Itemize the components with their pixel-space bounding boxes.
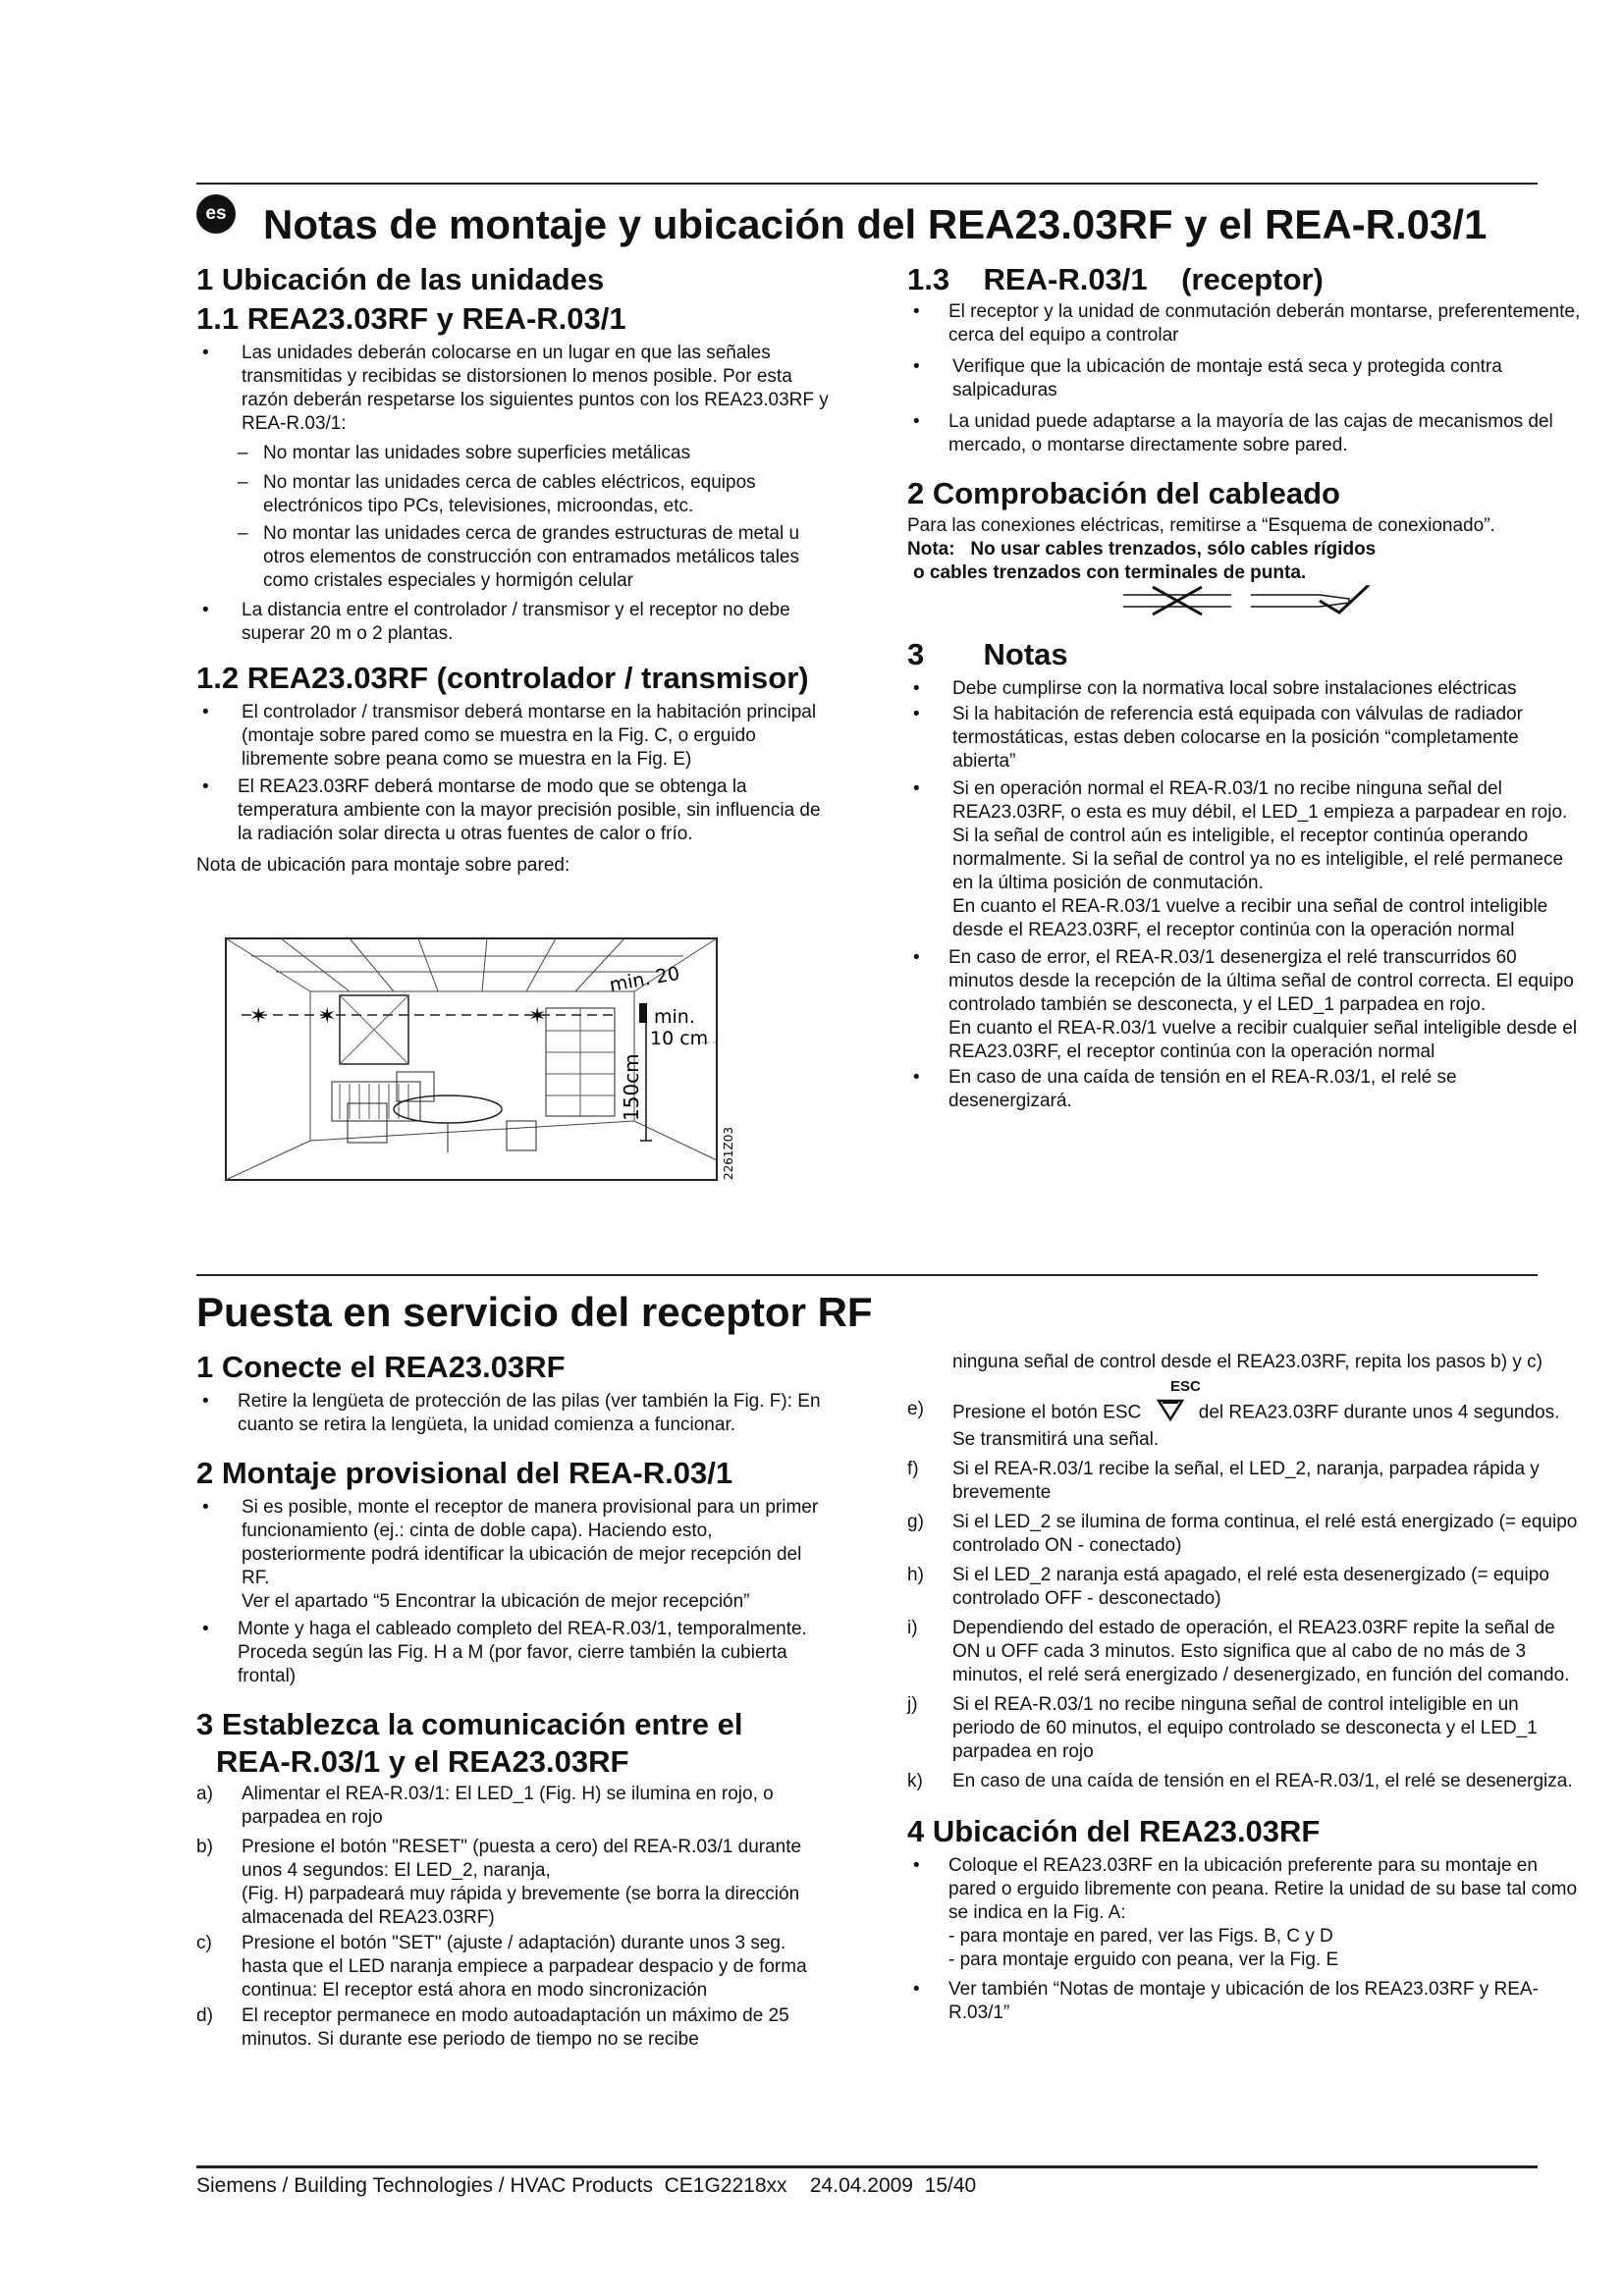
bullet-item: • El controlador / transmisor deberá montarse en la habitación principal (montaje sobre pared como se muestra en la Fig. C, o erguido libremente sobre peana como se muestra en la Fig. E): [196, 701, 835, 772]
bullet-item: • Las unidades deberán colocarse en un lugar en que las señales transmitidas y recibidas se distorsionen lo menos posible. Por esta razón deberán respetarse los siguientes puntos con los REA23.03RF y REA-R.03/1:: [196, 342, 835, 436]
heading-cableado: 2 Comprobación del cableado: [907, 476, 1340, 510]
bullet-item: • Monte y haga el cableado completo del REA-R.03/1, temporalmente. Proceda según las Fig. H a M (por favor, cierre también la cubierta frontal): [196, 1618, 835, 1688]
section2-right-column: [907, 1351, 1581, 2025]
step-text: Si el LED_2 se ilumina de forma continua, el relé está energizado (= equipo controlado ON - conectado): [952, 1512, 1578, 1556]
step-text: Alimentar el REA-R.03/1: El LED_1 (Fig. H) se ilumina en rojo, o parpadea en rojo: [242, 1784, 774, 1828]
heading-1-1: 1.1 REA23.03RF y REA-R.03/1: [196, 301, 626, 336]
step-h: [907, 1564, 1581, 1611]
step-text: Si el REA-R.03/1 no recibe ninguna señal de control inteligible en un periodo de 60 minutos, el equipo controlado se desconecta y el LED_1 parpadea en rojo: [952, 1694, 1538, 1762]
wiring-note-cont: o cables trenzados con terminales de punta.: [913, 562, 1307, 583]
step-text: Presione el botón "RESET" (puesta a cero) del REA-R.03/1 durante unos 4 segundos: El LED_2, naranja, (Fig. H) parpadeará muy rápida y brevemente (se borra la dirección almacenada del REA23.03RF): [242, 1837, 802, 1928]
room-figure: [222, 934, 752, 1192]
page-footer: Siemens / Building Technologies / HVAC Products CE1G2218xx 24.04.2009 15/40: [196, 2174, 977, 2197]
heading-comunicacion: 3 Establezca la comunicación entre el: [196, 1707, 743, 1741]
room-illustration: [222, 934, 752, 1192]
bullet-item: • El REA23.03RF deberá montarse de modo que se obtenga la temperatura ambiente con la mayor precisión posible, sin influencia de la radiación solar directa u otras fuentes de calor o frío.: [196, 775, 835, 846]
language-badge: es: [196, 194, 236, 234]
section1-right-column: [907, 261, 1581, 1113]
svg-text:✶: ✶: [318, 1004, 337, 1029]
step-text: En caso de una caída de tensión en el REA-R.03/1, el relé se desenergiza.: [952, 1771, 1573, 1791]
heading-comunicacion-cont: REA-R.03/1 y el REA23.03RF: [216, 1744, 629, 1779]
top-rule: [196, 183, 1538, 185]
bullet-item: • Verifique que la ubicación de montaje está seca y protegida contra salpicaduras: [907, 355, 1581, 402]
middle-rule: [196, 1274, 1538, 1276]
step-label: h): [907, 1565, 924, 1585]
step-b: [196, 1836, 835, 1930]
bullet-item: • La distancia entre el controlador / transmisor y el receptor no debe superar 20 m o 2 plantas.: [196, 599, 835, 646]
step-c: [196, 1932, 835, 2002]
bullet-item: • El receptor y la unidad de conmutación deberán montarse, preferentemente, cerca del equipo a controlar: [907, 300, 1581, 347]
dash-item: – No montar las unidades cerca de grandes estructuras de metal u otros elementos de construcción con entramados metálicos tales como cristales especiales y hormigón celular: [196, 522, 835, 593]
step-f: [907, 1458, 1581, 1505]
esc-button-icon: [1157, 1398, 1184, 1428]
svg-text:✶: ✶: [249, 1004, 268, 1029]
bullet-item: • En caso de error, el REA-R.03/1 desenergiza el relé transcurridos 60 minutos desde la recepción de la última señal de control correcta. El equipo controlado también se desconecta, y el LED_1 parpadea en rojo. En cuanto el REA-R.03/1 vuelve a recibir cualquier señal inteligible desde el REA23.03RF, el receptor continúa con la operación normal: [907, 946, 1581, 1064]
step-label: d): [196, 2005, 213, 2026]
step-text: El receptor permanece en modo autoadaptación un máximo de 25 minutos. Si durante ese periodo de tiempo no se recibe: [242, 2005, 789, 2050]
esc-key-label: ESC: [1170, 1378, 1201, 1395]
section1-title: Notas de montaje y ubicación del REA23.03RF y el REA-R.03/1: [263, 201, 1488, 247]
step-text: Si el REA-R.03/1 recibe la señal, el LED_2, naranja, parpadea rápida y brevemente: [952, 1459, 1540, 1503]
step-label: g): [907, 1512, 924, 1532]
min-20-label: min. 20: [608, 962, 681, 996]
step-label: i): [907, 1618, 918, 1638]
step-text: Dependiendo del estado de operación, el REA23.03RF repite la señal de ON u OFF cada 3 minutos. Esto significa que al cabo de no más de 3 minutos, el relé será energizado / desenergizado, en función del comando.: [952, 1618, 1570, 1685]
min-label: min.: [654, 1006, 695, 1028]
heading-notas: 3 Notas: [907, 637, 1068, 671]
wiring-note: Nota: No usar cables trenzados, sólo cables rígidos: [907, 539, 1377, 560]
heading-ubicacion: 1 Ubicación de las unidades: [196, 262, 605, 296]
heading-1-3: 1.3 REA-R.03/1 (receptor): [907, 262, 1324, 296]
bullet-item: • En caso de una caída de tensión en el REA-R.03/1, el relé se desenergizará.: [907, 1066, 1581, 1113]
step-j: [907, 1693, 1581, 1764]
step-text: Presione el botón ESC: [952, 1402, 1142, 1423]
bullet-item: • Coloque el REA23.03RF en la ubicación preferente para su montaje en pared o erguido libremente con peana. Retire la unidad de su base tal como se indica en la Fig. A: - para montaje en pared, ver las Figs. B, C y D - para montaje erguido con peana, ver la Fig. E: [907, 1854, 1581, 1972]
cm-label: 10 cm: [650, 1028, 709, 1049]
heading-ubicacion-rea23: 4 Ubicación del REA23.03RF: [907, 1814, 1321, 1848]
step-k: [907, 1770, 1581, 1793]
bullet-item: • Si es posible, monte el receptor de manera provisional para un primer funcionamiento (ej.: cinta de doble capa). Haciendo esto, posteriormente podrá identificar la ubicación de mejor recepción del RF. Ver el apartado “5 Encontrar la ubicación de mejor recepción”: [196, 1496, 835, 1614]
step-label: e): [907, 1399, 924, 1419]
step-d: [196, 2004, 835, 2052]
step-d-continued: ninguna señal de control desde el REA23.03RF, repita los pasos b) y c): [952, 1352, 1543, 1372]
heading-montaje-provisional: 2 Montaje provisional del REA-R.03/1: [196, 1456, 733, 1490]
cable-illustration: [907, 585, 1581, 620]
bullet-item: • Retire la lengüeta de protección de las pilas (ver también la Fig. F): En cuanto se retira la lengüeta, la unidad comienza a funcionar.: [196, 1390, 835, 1437]
section1-left-column: [196, 261, 835, 878]
bullet-item: • Si en operación normal el REA-R.03/1 no recibe ninguna señal del REA23.03RF, o esta es muy débil, el LED_1 empieza a parpadear en rojo. Si la señal de control aún es inteligible, el receptor continúa operando normalmente. Si la señal de control ya no es inteligible, el relé permanece en la última posición de conmutación. En cuanto el REA-R.03/1 vuelve a recibir una señal de control inteligible desde el REA23.03RF, el receptor continúa con la operación normal: [907, 777, 1581, 942]
height-label: 150cm: [620, 1053, 643, 1121]
step-label: c): [196, 1933, 212, 1953]
step-g: [907, 1511, 1581, 1558]
footer-rule: [196, 2165, 1538, 2168]
heading-conecte: 1 Conecte el REA23.03RF: [196, 1350, 566, 1384]
svg-text:✶: ✶: [528, 1004, 547, 1029]
step-text-cont: del REA23.03RF durante unos 4 segundos. Se transmitirá una señal.: [952, 1402, 1560, 1450]
wiring-paragraph: Para las conexiones eléctricas, remitirse a “Esquema de conexionado”.: [907, 515, 1495, 536]
step-label: k): [907, 1771, 923, 1791]
bullet-item: • Ver también “Notas de montaje y ubicación de los REA23.03RF y REA-R.03/1”: [907, 1978, 1581, 2025]
step-text: Presione el botón "SET" (ajuste / adaptación) durante unos 3 seg. hasta que el LED naranja empiece a parpadear despacio y de forma continua: El receptor está ahora en modo sincronización: [242, 1933, 807, 2001]
step-i: [907, 1617, 1581, 1687]
mounting-note: Nota de ubicación para montaje sobre pared:: [196, 855, 570, 876]
step-label: f): [907, 1459, 919, 1479]
step-text: Si el LED_2 naranja está apagado, el relé esta desenergizado (= equipo controlado OFF - desconectado): [952, 1565, 1549, 1609]
step-label: a): [196, 1784, 213, 1804]
bullet-item: • Debe cumplirse con la normativa local sobre instalaciones eléctricas: [907, 677, 1581, 701]
step-label: j): [907, 1694, 918, 1715]
bullet-item: • Si la habitación de referencia está equipada con válvulas de radiador termostáticas, estas deben colocarse en la posición “completamente abierta”: [907, 703, 1581, 774]
dash-item: – No montar las unidades sobre superficies metálicas: [196, 442, 835, 465]
section2-left-column: [196, 1349, 835, 2054]
step-e: [907, 1398, 1581, 1452]
figure-code: 2261Z03: [722, 1126, 735, 1180]
cable-symbols: [1123, 585, 1536, 620]
heading-1-2: 1.2 REA23.03RF (controlador / transmisor): [196, 661, 809, 695]
step-a: [196, 1783, 835, 1830]
dash-item: – No montar las unidades cerca de cables eléctricos, equipos electrónicos tipo PCs, televisiones, microondas, etc.: [196, 471, 835, 518]
bullet-item: • La unidad puede adaptarse a la mayoría de las cajas de mecanismos del mercado, o montarse directamente sobre pared.: [907, 410, 1581, 457]
step-label: b): [196, 1837, 213, 1857]
section2-title: Puesta en servicio del receptor RF: [196, 1289, 873, 1335]
